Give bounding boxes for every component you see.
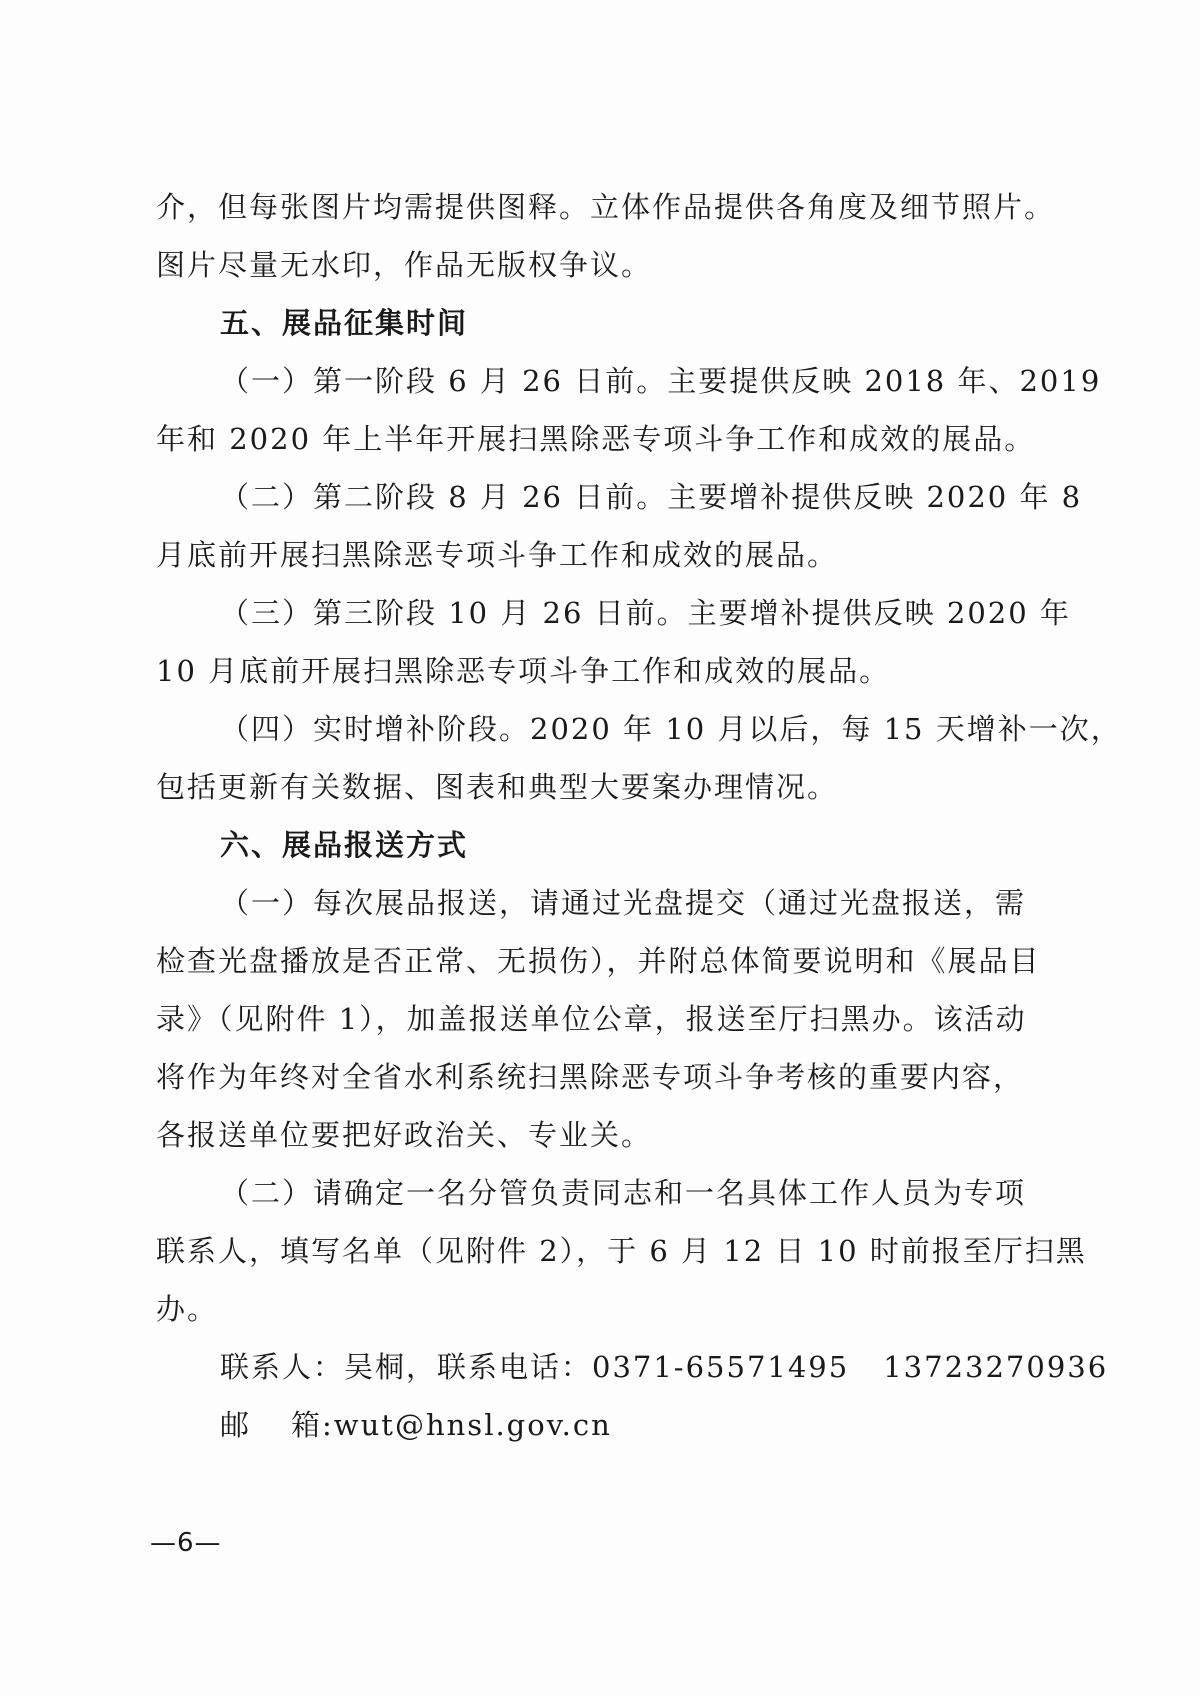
paragraph-line: 检查光盘播放是否正常、无损伤），并附总体简要说明和《展品目 bbox=[156, 944, 1041, 978]
paragraph-line: （四）实时增补阶段。2020 年 10 月以后，每 15 天增补一次， bbox=[220, 712, 1122, 746]
section-heading-collection-time: 五、展品征集时间 bbox=[220, 306, 469, 340]
paragraph-line: （三）第三阶段 10 月 26 日前。主要增补提供反映 2020 年 bbox=[220, 596, 1071, 630]
email-label-part2: 箱: bbox=[291, 1408, 334, 1442]
email-line bbox=[156, 1396, 1056, 1454]
page-number: —6— bbox=[150, 1528, 222, 1558]
contact-line bbox=[156, 1338, 1109, 1396]
document-body bbox=[156, 178, 1122, 1454]
email-address: wut@hnsl.gov.cn bbox=[333, 1408, 612, 1442]
paragraph-line: 年和 2020 年上半年开展扫黑除恶专项斗争工作和成效的展品。 bbox=[156, 422, 1036, 456]
contact-mobile: 13723270936 bbox=[883, 1350, 1109, 1384]
paragraph-line: 10 月底前开展扫黑除恶专项斗争工作和成效的展品。 bbox=[156, 654, 891, 688]
paragraph-line: 月底前开展扫黑除恶专项斗争工作和成效的展品。 bbox=[156, 538, 839, 572]
contact-person-phone: 联系人：吴桐，联系电话：0371-65571495 bbox=[220, 1350, 850, 1384]
paragraph-line: （二）第二阶段 8 月 26 日前。主要增补提供反映 2020 年 8 bbox=[220, 480, 1083, 514]
paragraph-line: 办。 bbox=[156, 1292, 219, 1326]
paragraph-line: 介，但每张图片均需提供图释。立体作品提供各角度及细节照片。 bbox=[156, 190, 1056, 224]
paragraph-line: （一）第一阶段 6 月 26 日前。主要提供反映 2018 年、2019 bbox=[220, 364, 1102, 398]
paragraph-line: 联系人，填写名单（见附件 2），于 6 月 12 日 10 时前报至厅扫黑 bbox=[156, 1234, 1087, 1268]
paragraph-line: 录》（见附件 1），加盖报送单位公章，报送至厅扫黑办。该活动 bbox=[156, 1002, 1027, 1036]
paragraph-line: 各报送单位要把好政治关、专业关。 bbox=[156, 1118, 653, 1152]
paragraph-line: 将作为年终对全省水利系统扫黑除恶专项斗争考核的重要内容， bbox=[156, 1060, 1025, 1094]
paragraph-line: 包括更新有关数据、图表和典型大要案办理情况。 bbox=[156, 770, 839, 804]
paragraph-line: （二）请确定一名分管负责同志和一名具体工作人员为专项 bbox=[220, 1176, 1027, 1210]
paragraph-line: （一）每次展品报送，请通过光盘提交（通过光盘报送，需 bbox=[220, 886, 1027, 920]
email-label-part1: 邮 bbox=[220, 1408, 252, 1442]
section-heading-submission-method: 六、展品报送方式 bbox=[220, 828, 469, 862]
paragraph-line: 图片尽量无水印，作品无版权争议。 bbox=[156, 248, 653, 282]
